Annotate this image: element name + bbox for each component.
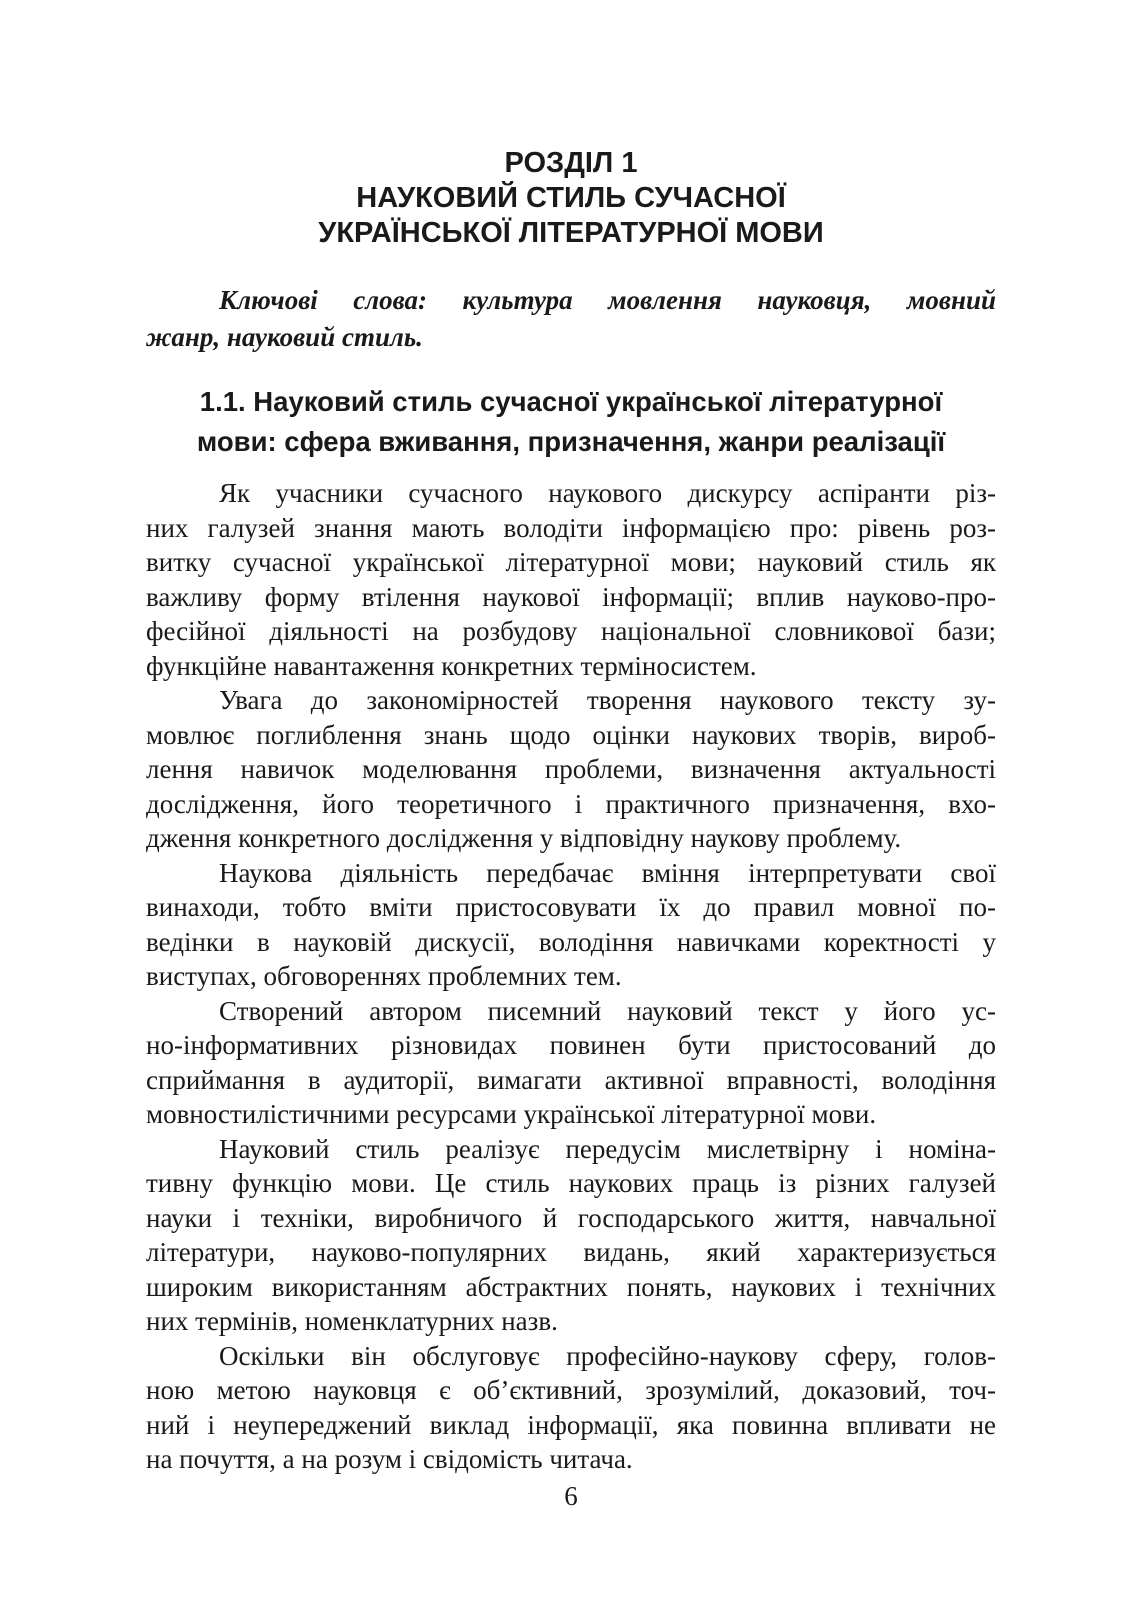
chapter-title-line-2: УКРАЇНСЬКОЇ ЛІТЕРАТУРНОЇ МОВИ: [318, 217, 824, 249]
text-line: Науковий стиль реалізує передусім мислетвірну і номіна-: [219, 1133, 996, 1164]
text-line: Як учасники сучасного наукового дискурсу аспіранти різ-: [219, 478, 996, 508]
text-line: но-інформативних різновидах повинен бути пристосований до: [146, 1030, 996, 1060]
text-line: ведінки в науковій дискусії, володіння навичками коректності у: [146, 926, 996, 957]
text-line: Увага до закономірностей творення наукового тексту зу-: [219, 685, 996, 715]
keywords-line-2: жанр, науковий стиль.: [146, 322, 423, 352]
section-title-line-2: мови: сфера вживання, призначення, жанри реалізації: [196, 426, 946, 457]
text-line: дження конкретного дослідження у відповідну наукову проблему.: [146, 823, 902, 853]
section-heading: [146, 382, 996, 462]
body-text: [146, 476, 996, 1477]
keywords-block: [146, 282, 996, 356]
text-line: сприймання в аудиторії, вимагати активної вправності, володіння: [146, 1064, 996, 1095]
text-line: мовностилістичними ресурсами української літературної мови.: [146, 1099, 877, 1129]
section-title-line-1: 1.1. Науковий стиль сучасної української літературної: [199, 386, 943, 417]
paragraph-4: [146, 994, 996, 1132]
text-line: дослідження, його теоретичного і практичного призначення, вхо-: [146, 788, 996, 819]
chapter-heading: [150, 146, 992, 251]
text-line: них термінів, номенклатурних назв.: [146, 1306, 558, 1336]
keywords-line-1: Ключові слова: культура мовлення науковця, мовний: [219, 285, 996, 315]
text-line: Створений автором писемний науковий текст у його ус-: [219, 995, 996, 1026]
text-line: важливу форму втілення наукової інформації; вплив науково-про-: [146, 581, 996, 612]
paragraph-2: [146, 683, 996, 856]
text-line: ною метою науковця є об’єктивний, зрозумілий, доказовий, точ-: [146, 1375, 996, 1405]
text-line: виступах, обговореннях проблемних тем.: [146, 961, 622, 991]
text-line: лення навичок моделювання проблеми, визначення актуальності: [146, 754, 996, 784]
text-line: літератури, науково-популярних видань, який характеризується: [146, 1237, 996, 1267]
chapter-number: РОЗДІЛ 1: [504, 147, 638, 179]
text-line: широким використанням абстрактних понять, наукових і технічних: [146, 1271, 996, 1302]
text-line: на почуття, а на розум і свідомість читача.: [146, 1444, 633, 1474]
text-line: них галузей знання мають володіти інформацією про: рівень роз-: [146, 512, 996, 543]
text-line: тивну функцію мови. Це стиль наукових праць із різних галузей: [146, 1168, 996, 1198]
chapter-title-line-1: НАУКОВИЙ СТИЛЬ СУЧАСНОЇ: [356, 182, 786, 214]
paragraph-3: [146, 856, 996, 994]
text-line: Оскільки він обслуговує професійно-наукову сферу, голов-: [219, 1340, 996, 1371]
text-line: ний і неупереджений виклад інформації, яка повинна впливати не: [146, 1409, 996, 1440]
text-line: Наукова діяльність передбачає вміння інтерпретувати свої: [219, 857, 996, 888]
text-line: винаходи, тобто вміти пристосовувати їх до правил мовної по-: [146, 892, 996, 922]
text-line: мовлює поглиблення знань щодо оцінки наукових творів, вироб-: [146, 719, 996, 750]
text-line: витку сучасної української літературної мови; науковий стиль як: [146, 547, 996, 577]
page-number: 6: [564, 1481, 578, 1511]
paragraph-5: [146, 1132, 996, 1339]
text-line: функційне навантаження конкретних терміносистем.: [146, 650, 757, 681]
text-line: фесійної діяльності на розбудову національної словникової бази;: [146, 616, 996, 646]
paragraph-1: [146, 476, 996, 683]
text-line: науки і техніки, виробничого й господарського життя, навчальної: [146, 1202, 996, 1233]
paragraph-6: [146, 1339, 996, 1477]
